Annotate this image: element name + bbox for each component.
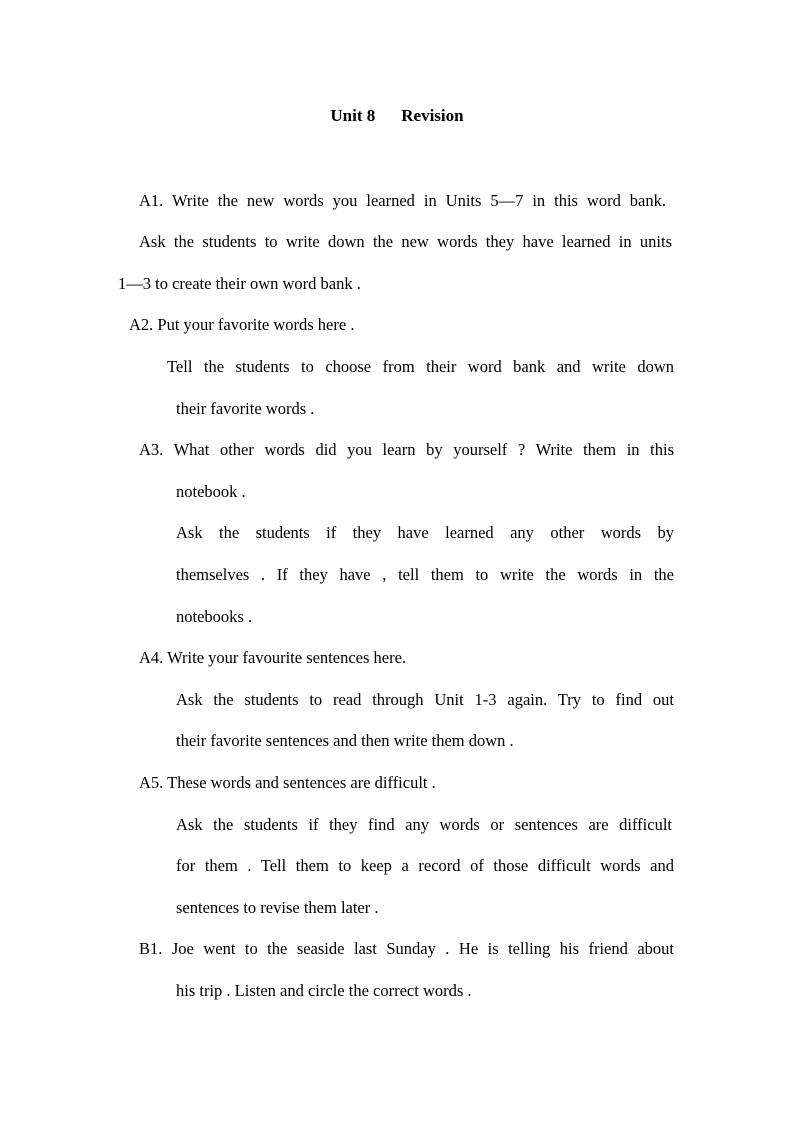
item-a5-instruction-end: sentences to revise them later .	[176, 898, 379, 917]
item-a3-instruction-end: notebooks .	[176, 607, 253, 626]
item-a1-instruction-cont: 1—3 to create their own word bank .	[118, 274, 361, 293]
item-a4-instruction-cont: their favorite sentences and then write them down .	[176, 731, 514, 750]
page-title	[0, 106, 794, 126]
item-a2-instruction: Tell the students to choose from their word bank and write down	[167, 357, 674, 376]
item-a3-instruction: Ask the students if they have learned any other words by	[176, 523, 674, 542]
item-a3-instruction-cont: themselves . If they have , tell them to write the words in the	[176, 565, 674, 584]
item-a4-instruction: Ask the students to read through Unit 1-3 again. Try to find out	[176, 690, 674, 709]
item-a3-heading-cont: notebook .	[176, 482, 246, 501]
item-a4-heading: A4. Write your favourite sentences here.	[139, 648, 407, 667]
item-a2-heading: A2. Put your favorite words here .	[129, 315, 355, 334]
item-a3-heading: A3. What other words did you learn by yourself ? Write them in this	[139, 440, 674, 459]
item-a1-instruction: Ask the students to write down the new words they have learned in units	[139, 232, 672, 251]
item-b1-heading: B1. Joe went to the seaside last Sunday . He is telling his friend about	[139, 939, 674, 958]
item-a2-instruction-cont: their favorite words .	[176, 399, 315, 418]
unit-number: Unit 8	[330, 106, 376, 125]
item-a1-heading: A1. Write the new words you learned in Units 5—7 in this word bank.	[139, 191, 666, 210]
item-b1-heading-cont: his trip . Listen and circle the correct words .	[176, 981, 472, 1000]
item-a5-heading: A5. These words and sentences are difficult .	[139, 773, 436, 792]
item-a5-instruction: Ask the students if they find any words or sentences are difficult	[176, 815, 672, 834]
item-a5-instruction-cont: for them . Tell them to keep a record of those difficult words and	[176, 856, 674, 875]
unit-name: Revision	[401, 106, 464, 125]
